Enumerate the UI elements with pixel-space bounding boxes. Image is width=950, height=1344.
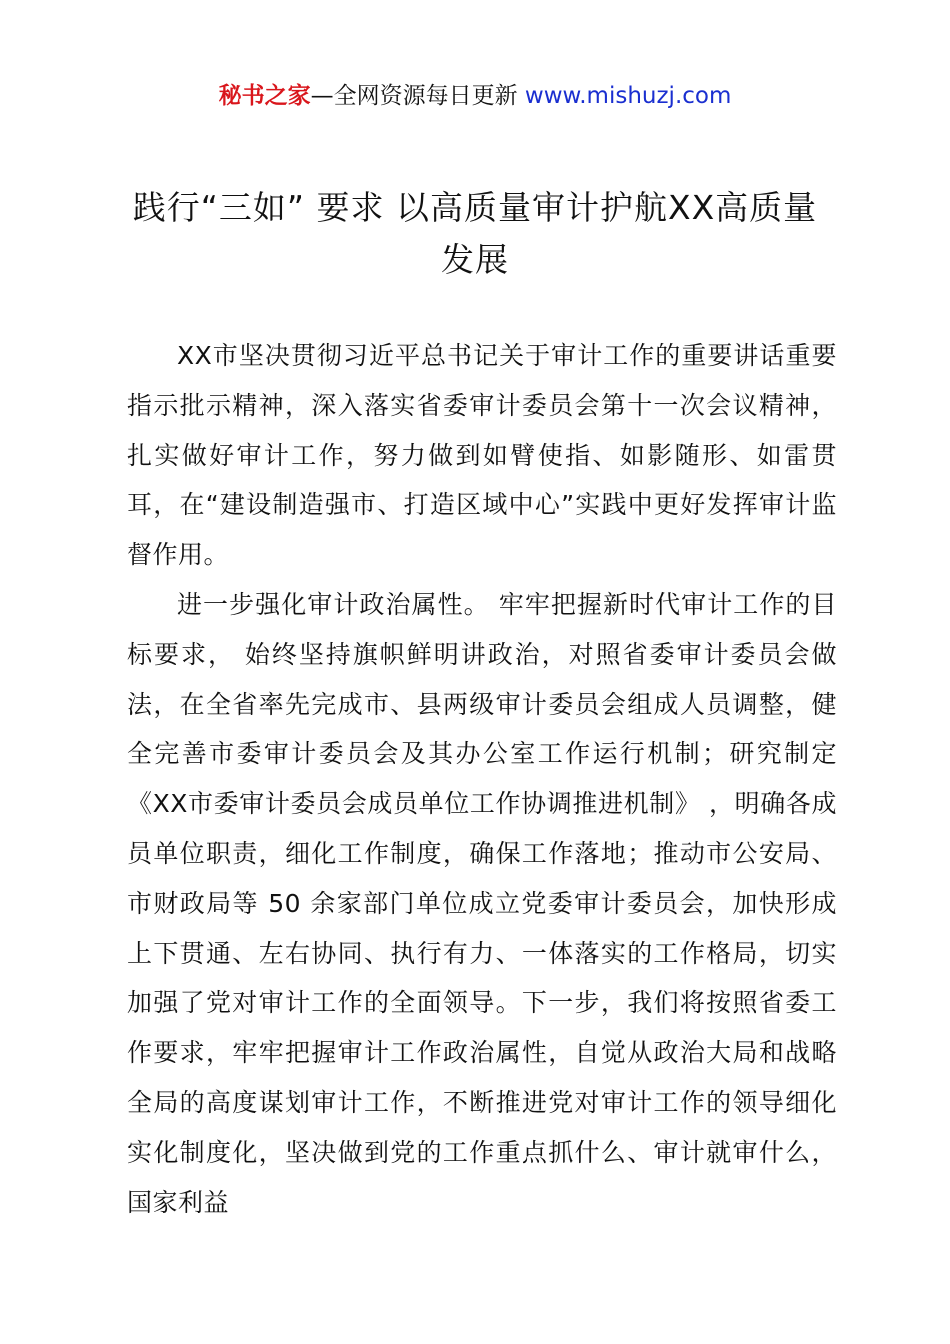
site-url-link[interactable]: www.mishuzj.com	[524, 83, 732, 109]
document-title: 践行“三如” 要求 以高质量审计护航XX高质量发展	[132, 188, 818, 279]
paragraph: XX市坚决贯彻习近平总书记关于审计工作的重要讲话重要指示批示精神，深入落实省委审计委员会第十一次会议精神，扎实做好审计工作，努力做到如臂使指、如影随形、如雷贯耳，在“建设制造强市、打造区域中心”实践中更好发挥审计监督作用。	[127, 341, 837, 570]
document-body	[127, 331, 837, 1227]
site-brand: 秘书之家	[218, 83, 311, 109]
site-header	[0, 80, 950, 112]
site-slogan: —全网资源每日更新	[310, 83, 518, 109]
paragraph: 进一步强化审计政治属性。 牢牢把握新时代审计工作的目标要求， 始终坚持旗帜鲜明讲政治，对照省委审计委员会做法，在全省率先完成市、县两级审计委员会组成人员调整，健全完善市委审计委员会及其办公室工作运行机制；研究制定《XX市委审计委员会成员单位工作协调推进机制》 ，明确各成员单位职责，细化工作制度，确保工作落地；推动市公安局、市财政局等 50 余家部门单位成立党委审计委员会，加快形成上下贯通、左右协同、执行有力、一体落实的工作格局，切实加强了党对审计工作的全面领导。下一步，我们将按照省委工作要求，牢牢把握审计工作政治属性，自觉从政治大局和战略全局的高度谋划审计工作，不断推进党对审计工作的领导细化实化制度化，坚决做到党的工作重点抓什么、审计就审什么，国家利益	[127, 589, 837, 1217]
